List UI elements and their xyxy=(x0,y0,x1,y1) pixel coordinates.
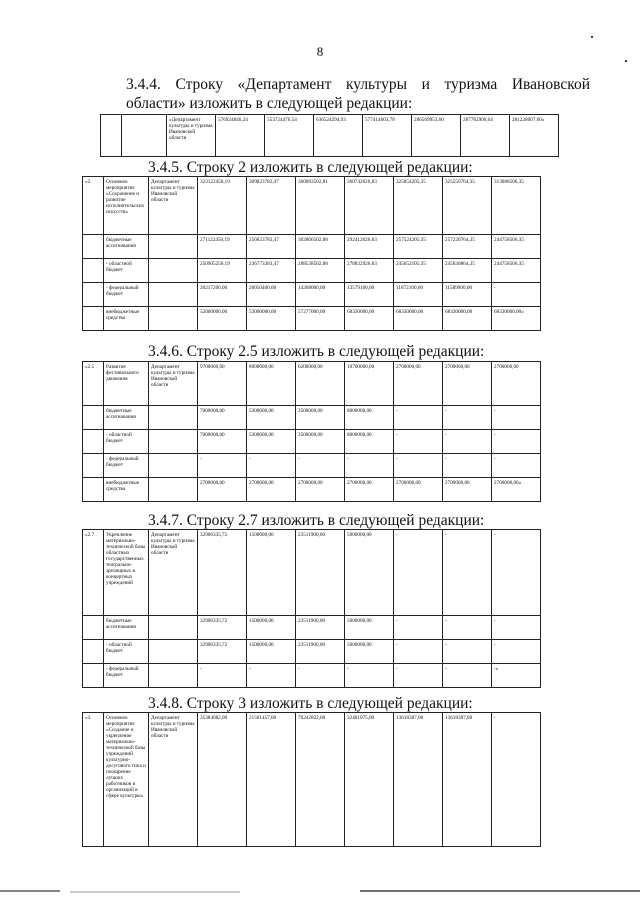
cell: 68330000,00 xyxy=(345,307,394,331)
cell: 68330000,00» xyxy=(492,307,541,331)
cell: - xyxy=(394,616,443,640)
cell: 3500000,00 xyxy=(296,406,345,430)
page-number: 8 xyxy=(316,44,324,59)
cell xyxy=(149,430,198,454)
section-3-4-6-heading: 3.4.6. Строку 2.5 изложить в следующей редакции: xyxy=(148,343,485,360)
cell: 7000000,00 xyxy=(198,406,247,430)
cell: 244758506,35 xyxy=(492,235,541,259)
cell: - xyxy=(443,454,492,478)
cell: 257220764,35 xyxy=(443,235,492,259)
cell: 236773383,47 xyxy=(247,259,296,283)
cell: - xyxy=(492,640,541,664)
cell: 278832926,83 xyxy=(345,259,394,283)
table-row xyxy=(83,307,541,331)
cell: 323122450,19 xyxy=(198,177,247,235)
cell: - xyxy=(394,454,443,478)
cell: 7000000,00 xyxy=(198,430,247,454)
cell: - xyxy=(492,713,541,847)
cell: Основное мероприятие «Создание и укрепление материально-технической базы учреждений культурно-досугового типа и поощрение лучших работников и организаций в сфере культуры» xyxy=(104,713,149,847)
cell: 23511900,00 xyxy=(296,530,345,616)
cell xyxy=(83,430,104,454)
cell: 13579100,00 xyxy=(345,283,394,307)
scan-speck xyxy=(625,60,627,62)
cell: 2700000,00 xyxy=(296,478,345,502)
cell: 2700000,00 xyxy=(492,362,541,406)
table-row xyxy=(83,406,541,430)
cell: 313088506,35 xyxy=(492,177,541,235)
cell xyxy=(149,235,198,259)
cell: - xyxy=(492,616,541,640)
table-row xyxy=(83,177,541,235)
cell: бюджетные ассигнования xyxy=(104,406,149,430)
cell: 360083502,81 xyxy=(296,177,345,235)
cell: - xyxy=(394,406,443,430)
cell: Департамент культуры и туризма Ивановской области xyxy=(149,362,198,406)
cell: 8000000,00 xyxy=(345,406,394,430)
cell: бюджетные ассигнования xyxy=(104,235,149,259)
scan-edge-noise xyxy=(0,890,60,892)
cell: 8000000,00 xyxy=(345,430,394,454)
cell: 13618387,00 xyxy=(443,713,492,847)
cell: - xyxy=(443,664,492,688)
cell xyxy=(83,259,104,283)
cell: Основное мероприятие «Сохранение и развитие исполнительских искусств» xyxy=(104,177,149,235)
cell: 309823783,47 xyxy=(247,177,296,235)
table-row xyxy=(83,362,541,406)
cell: - xyxy=(198,454,247,478)
cell xyxy=(149,616,198,640)
cell xyxy=(122,115,167,157)
cell: 245630864,35 xyxy=(443,259,492,283)
table-row xyxy=(83,259,541,283)
section-3-4-4-heading-line2: области» изложить в следующей редакции: xyxy=(126,95,413,112)
cell: 68330000,00 xyxy=(443,307,492,331)
cell: 11589900,00 xyxy=(443,283,492,307)
cell: 287782900,64 xyxy=(461,115,510,157)
cell: 14268000,00 xyxy=(296,283,345,307)
cell: - xyxy=(296,454,345,478)
cell: 52000000,00 xyxy=(198,307,247,331)
cell: 32906335,72 xyxy=(198,616,247,640)
table-row xyxy=(83,616,541,640)
section-3-4-7-heading: 3.4.7. Строку 2.7 изложить в следующей редакции: xyxy=(148,512,485,529)
table-row xyxy=(83,430,541,454)
cell xyxy=(83,307,104,331)
cell: 2700000,00 xyxy=(394,478,443,502)
table-row xyxy=(83,454,541,478)
table-row xyxy=(101,115,559,157)
cell: - xyxy=(345,664,394,688)
cell: 32906335,72 xyxy=(198,640,247,664)
cell: 636524294,93 xyxy=(314,115,363,157)
table-row-2-7 xyxy=(82,529,541,688)
cell: 5000000,00 xyxy=(345,616,394,640)
cell: 257524205,35 xyxy=(394,235,443,259)
cell: 250905250,19 xyxy=(198,259,247,283)
cell: 32906335,72 xyxy=(198,530,247,616)
cell: 35384082,00 xyxy=(198,713,247,847)
cell: - федеральный бюджет xyxy=(104,664,149,688)
cell: 244758506,35 xyxy=(492,259,541,283)
cell xyxy=(149,259,198,283)
cell xyxy=(149,454,198,478)
cell: - xyxy=(492,283,541,307)
cell: 553724470,54 xyxy=(265,115,314,157)
cell: 2700000,00» xyxy=(492,478,541,502)
table-department-row xyxy=(100,114,559,157)
cell xyxy=(149,478,198,502)
cell: - xyxy=(443,530,492,616)
table-row xyxy=(83,530,541,616)
cell: «Департамент культуры и туризма Ивановской области xyxy=(167,115,216,157)
cell: 9700000,00 xyxy=(198,362,247,406)
cell: - xyxy=(296,664,345,688)
cell: 23511900,00 xyxy=(296,616,345,640)
cell xyxy=(149,307,198,331)
cell: Развитие фестивального движения xyxy=(104,362,149,406)
cell: 5300000,00 xyxy=(247,406,296,430)
cell: 68330000,00 xyxy=(394,307,443,331)
cell: - федеральный бюджет xyxy=(104,454,149,478)
cell: 6200000,00 xyxy=(296,362,345,406)
cell xyxy=(83,406,104,430)
cell: - xyxy=(247,454,296,478)
cell: 256823783,47 xyxy=(247,235,296,259)
cell: 325854205,35 xyxy=(394,177,443,235)
cell: Департамент культуры и туризма Ивановской области xyxy=(149,530,198,616)
cell: 11872100,00 xyxy=(394,283,443,307)
cell xyxy=(83,235,104,259)
cell: - xyxy=(443,640,492,664)
table-row-2 xyxy=(82,176,541,331)
cell: 2700000,00 xyxy=(443,478,492,502)
cell: - xyxy=(394,640,443,664)
cell: «2.5 xyxy=(83,362,104,406)
cell: 1500000,00 xyxy=(247,616,296,640)
cell: 70242822,00 xyxy=(296,713,345,847)
scan-edge-noise xyxy=(70,891,240,893)
cell: 281228007,60» xyxy=(510,115,559,157)
table-row xyxy=(83,478,541,502)
section-3-4-4-heading-line1: 3.4.4. Строку «Департамент культуры и туризма Ивановской xyxy=(126,76,590,93)
cell: 2700000,00 xyxy=(247,478,296,502)
table-row xyxy=(83,640,541,664)
cell xyxy=(149,640,198,664)
cell xyxy=(83,664,104,688)
table-row-2-5 xyxy=(82,361,541,502)
cell: внебюджетные средства xyxy=(104,478,149,502)
cell: 1500000,00 xyxy=(247,640,296,664)
cell: - xyxy=(492,430,541,454)
cell: Департамент культуры и туризма Ивановской области xyxy=(149,713,198,847)
cell: 8000000,00 xyxy=(247,362,296,406)
cell: «2.7. xyxy=(83,530,104,616)
cell: 360742026,83 xyxy=(345,177,394,235)
cell: 1500000,00 xyxy=(247,530,296,616)
cell: - xyxy=(492,454,541,478)
cell: бюджетные ассигнования xyxy=(104,616,149,640)
cell: 5300000,00 xyxy=(247,430,296,454)
cell: -» xyxy=(492,664,541,688)
table-row xyxy=(83,664,541,688)
cell: 577414603,78 xyxy=(363,115,412,157)
cell: Департамент культуры и туризма Ивановской области xyxy=(149,177,198,235)
cell xyxy=(101,115,122,157)
cell: Укрепление материально-технической базы областных государственных театрально-зрелищных и концертных учреждений xyxy=(104,530,149,616)
cell xyxy=(149,283,198,307)
cell: 576924846,24 xyxy=(216,115,265,157)
section-3-4-5-heading: 3.4.5. Строку 2 изложить в следующей редакции: xyxy=(148,159,473,176)
cell: 57277000,00 xyxy=(296,307,345,331)
cell: 20217200,00 xyxy=(198,283,247,307)
cell: 288538502,88 xyxy=(296,259,345,283)
cell xyxy=(83,454,104,478)
cell: - xyxy=(492,530,541,616)
cell xyxy=(149,406,198,430)
cell: внебюджетные средства xyxy=(104,307,149,331)
cell xyxy=(83,640,104,664)
table-row xyxy=(83,283,541,307)
cell: - xyxy=(394,664,443,688)
cell: 302806502,88 xyxy=(296,235,345,259)
cell: 292412026,83 xyxy=(345,235,394,259)
cell: - xyxy=(394,430,443,454)
section-3-4-8-heading: 3.4.8. Строку 3 изложить в следующей редакции: xyxy=(148,695,473,712)
cell: - xyxy=(198,664,247,688)
cell: 2700000,00 xyxy=(345,478,394,502)
cell: - федеральный бюджет xyxy=(104,283,149,307)
cell: «2. xyxy=(83,177,104,235)
cell: 3500000,00 xyxy=(296,430,345,454)
scan-edge-noise xyxy=(360,890,640,892)
scan-speck xyxy=(591,36,593,38)
cell xyxy=(83,283,104,307)
cell: - xyxy=(443,406,492,430)
cell: 20050400,00 xyxy=(247,283,296,307)
cell xyxy=(83,478,104,502)
cell: - областной бюджет xyxy=(104,430,149,454)
cell: 5000000,00 xyxy=(345,530,394,616)
cell: 245652105,35 xyxy=(394,259,443,283)
cell xyxy=(83,616,104,640)
cell: - областной бюджет xyxy=(104,259,149,283)
cell: 10700000,00 xyxy=(345,362,394,406)
table-row xyxy=(83,235,541,259)
cell: - xyxy=(345,454,394,478)
cell: - xyxy=(492,406,541,430)
cell: - областной бюджет xyxy=(104,640,149,664)
cell: 32401075,00 xyxy=(345,713,394,847)
cell: 286569953,60 xyxy=(412,115,461,157)
cell: 13618387,00 xyxy=(394,713,443,847)
cell: 21501457,00 xyxy=(247,713,296,847)
table-row xyxy=(83,713,541,847)
cell: 5000000,00 xyxy=(345,640,394,664)
cell: - xyxy=(394,530,443,616)
cell: 325550764,35 xyxy=(443,177,492,235)
cell: 2700000,00 xyxy=(198,478,247,502)
cell: 271122450,19 xyxy=(198,235,247,259)
table-row-3 xyxy=(82,712,541,847)
cell: 2700000,00 xyxy=(394,362,443,406)
cell xyxy=(149,664,198,688)
cell: - xyxy=(443,430,492,454)
cell: - xyxy=(247,664,296,688)
cell: 53000000,00 xyxy=(247,307,296,331)
cell: 23511900,00 xyxy=(296,640,345,664)
cell: - xyxy=(443,616,492,640)
cell: «3. xyxy=(83,713,104,847)
cell: 2700000,00 xyxy=(443,362,492,406)
